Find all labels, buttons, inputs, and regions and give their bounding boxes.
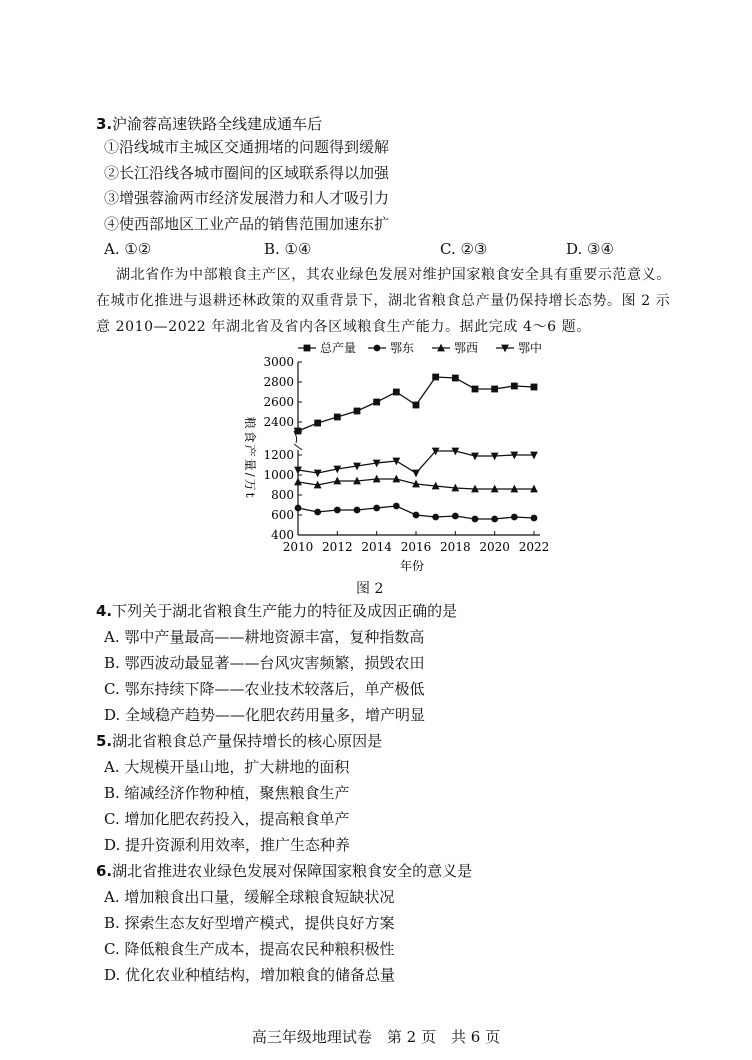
legend-marker <box>304 345 311 352</box>
q3-number: 3. <box>96 115 113 133</box>
x-tick-label: 2020 <box>479 540 510 554</box>
q3-item-3: ③增强蓉渝两市经济发展潜力和人才吸引力 <box>104 189 390 207</box>
data-point <box>472 516 479 523</box>
material-line-2: 在城市化推进与退耕还林政策的双重背景下，湖北省粮食总产量仍保持增长态势。图 2 示 <box>96 293 671 309</box>
q4-stem: 下列关于湖北省粮食生产能力的特征及成因正确的是 <box>112 602 458 620</box>
grain-production-chart <box>228 338 558 578</box>
legend-label: 鄂中 <box>518 341 543 355</box>
q4-option-c[interactable]: C. 鄂东持续下降——农业技术较落后，单产极低 <box>104 680 425 698</box>
y-tick-label: 2600 <box>263 395 294 409</box>
data-point <box>314 509 321 516</box>
data-point <box>531 515 538 522</box>
data-point <box>354 507 361 514</box>
data-point <box>373 399 380 406</box>
x-tick-label: 2016 <box>400 540 432 554</box>
y-tick-label: 400 <box>271 528 294 542</box>
data-point <box>413 512 420 519</box>
data-point <box>472 386 479 393</box>
y-tick-label: 2800 <box>263 375 294 389</box>
y-axis-label: 粮食产量/万t <box>243 416 257 500</box>
series-3 <box>294 448 538 478</box>
q3-item-2: ②长江沿线各城市圈间的区域联系得以加强 <box>104 164 390 182</box>
x-tick-label: 2012 <box>322 540 353 554</box>
q4-stem-line <box>96 601 457 621</box>
q5-number: 5. <box>96 732 113 750</box>
x-tick-label: 2018 <box>440 540 471 554</box>
y-tick-label: 800 <box>271 488 294 502</box>
x-axis-label: 年份 <box>399 559 425 573</box>
y-tick-label: 600 <box>271 508 294 522</box>
q3-options <box>104 240 744 262</box>
legend-marker <box>374 345 381 352</box>
x-tick-label: 2022 <box>518 540 550 554</box>
q4-option-d[interactable]: D. 全域稳产趋势——化肥农药用量多，增产明显 <box>104 706 426 724</box>
q4-number: 4. <box>96 602 113 620</box>
data-point <box>452 513 459 520</box>
q6-option-b[interactable]: B. 探索生态友好型增产模式，提供良好方案 <box>104 914 395 932</box>
q4-option-b[interactable]: B. 鄂西波动最显著——台风灾害频繁，损毁农田 <box>104 654 425 672</box>
q5-option-a[interactable]: A. 大规模开垦山地，扩大耕地的面积 <box>104 758 350 776</box>
data-point <box>294 478 302 486</box>
data-point <box>452 375 459 382</box>
series-0 <box>295 374 538 435</box>
x-tick-label: 2014 <box>361 540 392 554</box>
material-line-3: 意 2010—2022 年湖北省及省内各区域粮食生产能力。据此完成 4～6 题。 <box>96 319 591 335</box>
data-point <box>373 505 380 512</box>
q5-option-c[interactable]: C. 增加化肥农药投入，提高粮食单产 <box>104 810 350 828</box>
q3-option-b[interactable]: B. ①④ <box>264 240 312 258</box>
data-point <box>314 420 321 427</box>
q6-option-d[interactable]: D. 优化农业种植结构，增加粮食的储备总量 <box>104 966 396 984</box>
chart-series <box>294 374 538 523</box>
q4-option-a[interactable]: A. 鄂中产量最高——耕地资源丰富，复种指数高 <box>104 628 425 646</box>
page-footer: 高三年级地理试卷 第 2 页 共 6 页 <box>251 1028 501 1046</box>
q6-stem-line <box>96 861 472 881</box>
material-line-1: 湖北省作为中部粮食主产区，其农业绿色发展对维护国家粮食安全具有重要示范意义。 <box>116 267 671 283</box>
q5-stem: 湖北省粮食总产量保持增长的核心原因是 <box>112 732 383 750</box>
legend-label: 鄂西 <box>454 341 479 355</box>
y-tick-label: 3000 <box>263 355 294 369</box>
legend-label: 总产量 <box>320 341 357 355</box>
data-point <box>511 383 518 390</box>
q5-stem-line <box>96 731 382 751</box>
q3-option-d[interactable]: D. ③④ <box>566 240 614 258</box>
y-tick-label: 2400 <box>263 415 294 429</box>
data-point <box>295 428 302 435</box>
data-point <box>491 516 498 523</box>
y-tick-label: 1000 <box>263 468 294 482</box>
data-point <box>314 470 322 478</box>
q6-option-a[interactable]: A. 增加粮食出口量，缓解全球粮食短缺状况 <box>104 888 395 906</box>
chart-axes <box>263 355 549 554</box>
data-point <box>354 408 361 415</box>
x-tick-label: 2010 <box>282 540 314 554</box>
data-point <box>334 414 341 421</box>
q5-option-b[interactable]: B. 缩减经济作物种植，聚焦粮食生产 <box>104 784 350 802</box>
chart-legend <box>298 340 542 355</box>
data-point <box>531 384 538 391</box>
figure-caption: 图 2 <box>356 581 384 597</box>
data-point <box>511 514 518 521</box>
series-1 <box>295 503 538 523</box>
q5-option-d[interactable]: D. 提升资源利用效率，推广生态种养 <box>104 836 351 854</box>
data-point <box>393 503 400 510</box>
q3-stem: 沪渝蓉高速铁路全线建成通车后 <box>112 115 323 133</box>
q6-number: 6. <box>96 862 113 880</box>
q3-item-1: ①沿线城市主城区交通拥堵的问题得到缓解 <box>104 138 390 156</box>
q3-item-4: ④使西部地区工业产品的销售范围加速东扩 <box>104 215 390 233</box>
q3-stem-line <box>96 114 322 134</box>
data-point <box>432 374 439 381</box>
data-point <box>295 505 302 512</box>
data-point <box>334 507 341 514</box>
data-point <box>393 389 400 396</box>
data-point <box>412 470 420 478</box>
q3-option-c[interactable]: C. ②③ <box>440 240 488 258</box>
data-point <box>413 402 420 409</box>
y-tick-label: 1200 <box>263 448 294 462</box>
data-point <box>432 514 439 521</box>
q3-option-a[interactable]: A. ①② <box>104 240 152 258</box>
legend-label: 鄂东 <box>390 341 415 355</box>
q6-option-c[interactable]: C. 降低粮食生产成本，提高农民种粮积极性 <box>104 940 395 958</box>
data-point <box>491 386 498 393</box>
q6-stem: 湖北省推进农业绿色发展对保障国家粮食安全的意义是 <box>112 862 473 880</box>
